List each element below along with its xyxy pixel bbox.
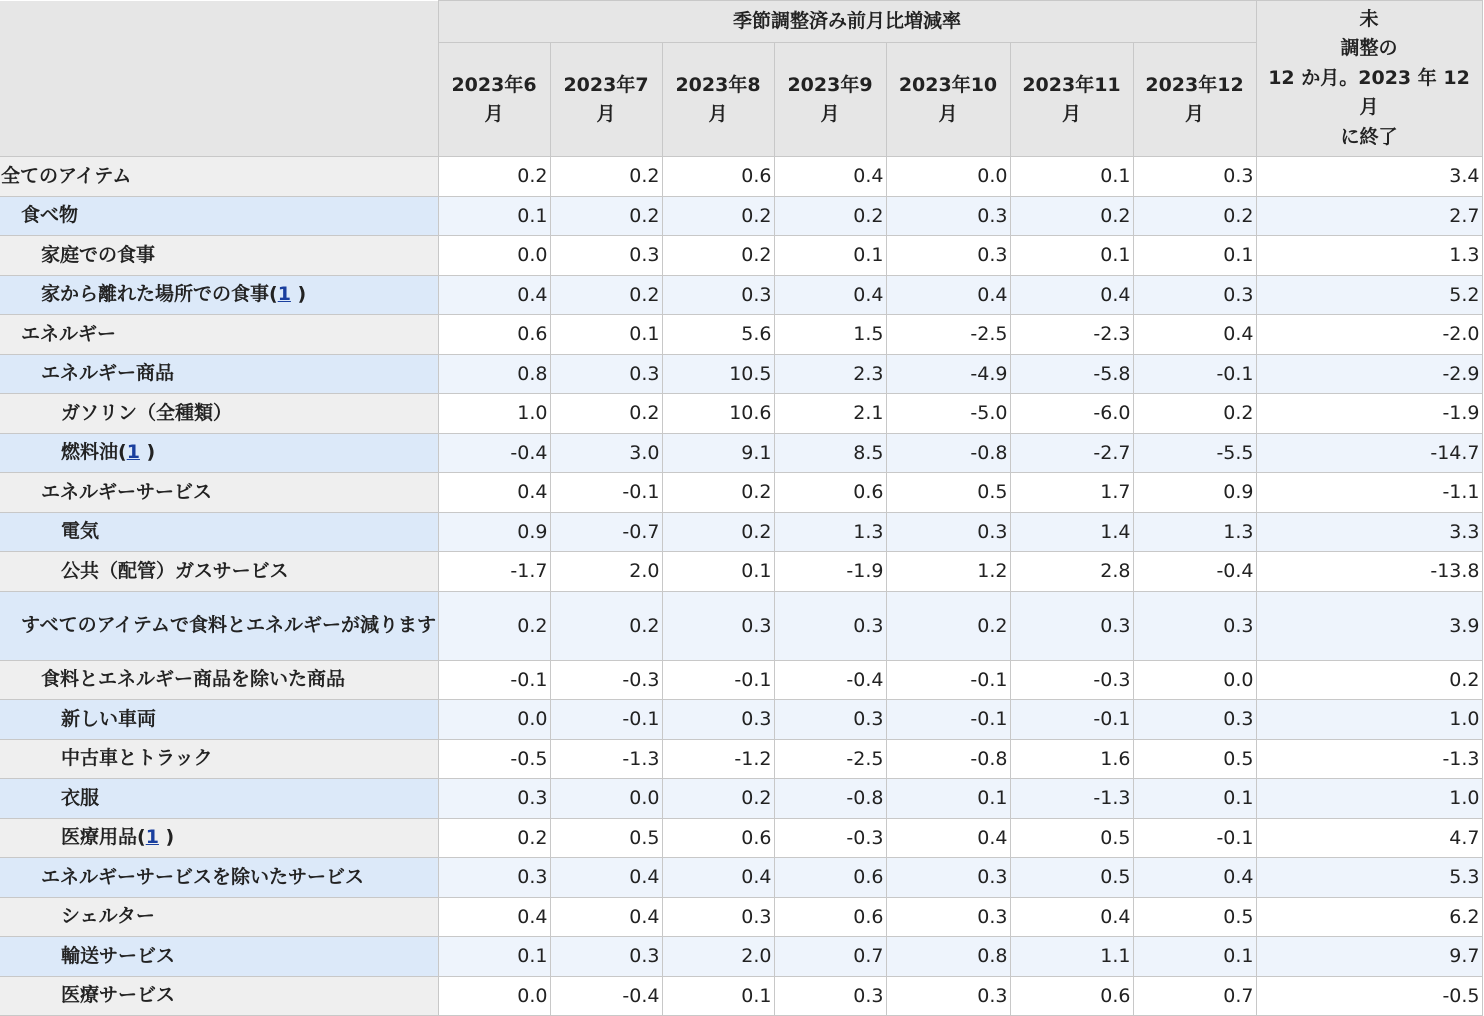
monthly-change-cell: -4.9 — [886, 354, 1010, 394]
monthly-change-cell: 0.3 — [886, 858, 1010, 898]
monthly-change-cell: 1.6 — [1010, 739, 1133, 779]
row-label-text: 医療用品 — [61, 826, 138, 849]
month-header-jul: 2023年7月 — [550, 43, 662, 157]
monthly-change-cell: 1.4 — [1010, 512, 1133, 552]
monthly-change-cell: 0.0 — [438, 236, 550, 276]
monthly-change-cell: 0.8 — [438, 354, 550, 394]
unadjusted-12-month-cell: -14.7 — [1256, 433, 1482, 473]
monthly-change-cell: -5.0 — [886, 394, 1010, 434]
row-label-text: 新しい車両 — [61, 707, 157, 730]
monthly-change-cell: 0.7 — [1133, 976, 1256, 1016]
monthly-change-cell: -5.5 — [1133, 433, 1256, 473]
unadjusted-12-month-cell: -1.9 — [1256, 394, 1482, 434]
unadjusted-12-month-cell: 4.7 — [1256, 818, 1482, 858]
unadjusted-12-month-cell: 3.3 — [1256, 512, 1482, 552]
row-label-text: 全てのアイテム — [1, 164, 132, 187]
row-label — [0, 473, 438, 513]
row-label-text: エネルギー — [21, 322, 117, 345]
monthly-change-cell: 3.0 — [550, 433, 662, 473]
monthly-change-cell: 0.2 — [550, 196, 662, 236]
unadjusted-12-month-cell: -0.5 — [1256, 976, 1482, 1016]
monthly-change-cell: 0.3 — [774, 591, 886, 660]
monthly-change-cell: 0.3 — [550, 937, 662, 977]
monthly-change-cell: 0.3 — [1133, 700, 1256, 740]
monthly-change-cell: 0.1 — [438, 937, 550, 977]
monthly-change-cell: 0.2 — [886, 591, 1010, 660]
month-header-nov: 2023年11月 — [1010, 43, 1133, 157]
unadjusted-12-month-cell: 1.3 — [1256, 236, 1482, 276]
row-label-text: 医療サービス — [61, 984, 176, 1007]
row-label-text: 衣服 — [61, 786, 100, 809]
monthly-change-cell: -0.4 — [1133, 552, 1256, 592]
monthly-change-cell: 0.1 — [1010, 236, 1133, 276]
monthly-change-cell: 0.4 — [1133, 315, 1256, 355]
unadjusted-12-month-cell: 9.7 — [1256, 937, 1482, 977]
monthly-change-cell: 0.1 — [550, 315, 662, 355]
unadjusted-header-line: 未 — [1359, 7, 1379, 30]
table-row — [0, 433, 1482, 473]
monthly-change-cell: 0.2 — [550, 394, 662, 434]
monthly-change-cell: 0.1 — [1133, 779, 1256, 819]
monthly-change-cell: 0.3 — [1010, 591, 1133, 660]
monthly-change-cell: -0.1 — [1010, 700, 1133, 740]
monthly-change-cell: 1.5 — [774, 315, 886, 355]
monthly-change-cell: 0.3 — [1133, 157, 1256, 197]
monthly-change-cell: -0.8 — [886, 433, 1010, 473]
row-label — [0, 591, 438, 660]
monthly-change-cell: 0.3 — [886, 512, 1010, 552]
table-row — [0, 739, 1482, 779]
unadjusted-12-month-cell: 2.7 — [1256, 196, 1482, 236]
monthly-change-cell: 0.1 — [1133, 236, 1256, 276]
monthly-change-cell: 0.3 — [886, 236, 1010, 276]
unadjusted-12-month-cell: -1.1 — [1256, 473, 1482, 513]
row-label — [0, 858, 438, 898]
monthly-change-cell: 0.9 — [438, 512, 550, 552]
monthly-change-cell: 0.1 — [438, 196, 550, 236]
monthly-change-cell: 0.2 — [550, 591, 662, 660]
monthly-change-cell: 8.5 — [774, 433, 886, 473]
monthly-change-cell: -0.3 — [774, 818, 886, 858]
monthly-change-cell: 0.3 — [662, 700, 774, 740]
monthly-change-cell: 0.5 — [1133, 739, 1256, 779]
monthly-change-cell: 0.2 — [774, 196, 886, 236]
monthly-change-cell: 0.2 — [1010, 196, 1133, 236]
row-label-text: 公共（配管）ガスサービス — [61, 559, 289, 582]
monthly-change-cell: -1.7 — [438, 552, 550, 592]
monthly-change-cell: 0.2 — [1133, 394, 1256, 434]
unadjusted-12-month-cell: 5.3 — [1256, 858, 1482, 898]
table-row — [0, 157, 1482, 197]
monthly-change-cell: 0.4 — [774, 275, 886, 315]
table-row — [0, 552, 1482, 592]
monthly-change-cell: -0.3 — [550, 660, 662, 700]
monthly-change-cell: 0.3 — [438, 779, 550, 819]
monthly-change-cell: 1.7 — [1010, 473, 1133, 513]
table-row — [0, 315, 1482, 355]
monthly-change-cell: 0.3 — [662, 275, 774, 315]
monthly-change-cell: -2.7 — [1010, 433, 1133, 473]
monthly-change-cell: -0.1 — [886, 700, 1010, 740]
row-label-text: 輸送サービス — [61, 944, 176, 967]
table-row — [0, 937, 1482, 977]
monthly-change-cell: 0.2 — [662, 512, 774, 552]
row-label-text: エネルギー商品 — [41, 362, 175, 385]
monthly-change-cell: 0.1 — [886, 779, 1010, 819]
table-row — [0, 591, 1482, 660]
monthly-change-cell: 0.4 — [1010, 275, 1133, 315]
monthly-change-cell: 0.3 — [438, 858, 550, 898]
unadjusted-header-line: に終了 — [1340, 125, 1398, 148]
monthly-change-cell: 0.0 — [886, 157, 1010, 197]
monthly-change-cell: 0.4 — [886, 275, 1010, 315]
table-row — [0, 394, 1482, 434]
table-row — [0, 818, 1482, 858]
monthly-change-cell: 0.2 — [662, 473, 774, 513]
monthly-change-cell: -2.5 — [774, 739, 886, 779]
monthly-change-cell: 0.6 — [774, 858, 886, 898]
unadjusted-header-line: 月 — [1359, 96, 1379, 119]
monthly-change-cell: -0.7 — [550, 512, 662, 552]
row-label-text: 食料とエネルギー商品を除いた商品 — [41, 668, 346, 691]
monthly-change-cell: -0.4 — [550, 976, 662, 1016]
monthly-change-cell: 0.2 — [550, 275, 662, 315]
table-row — [0, 236, 1482, 276]
row-label — [0, 196, 438, 236]
unadjusted-12-month-cell: -1.3 — [1256, 739, 1482, 779]
monthly-change-cell: -6.0 — [1010, 394, 1133, 434]
monthly-change-cell: 0.5 — [550, 818, 662, 858]
monthly-change-cell: 0.1 — [774, 236, 886, 276]
monthly-change-cell: 0.1 — [662, 552, 774, 592]
monthly-change-cell: 0.4 — [662, 858, 774, 898]
monthly-change-cell: 0.3 — [550, 236, 662, 276]
monthly-change-cell: 0.3 — [886, 897, 1010, 937]
monthly-change-cell: 10.5 — [662, 354, 774, 394]
monthly-change-cell: -0.1 — [1133, 354, 1256, 394]
monthly-change-cell: 0.4 — [1010, 897, 1133, 937]
row-label — [0, 976, 438, 1016]
monthly-change-cell: -1.2 — [662, 739, 774, 779]
monthly-change-cell: 0.2 — [662, 196, 774, 236]
unadjusted-12-month-header — [1256, 1, 1482, 157]
row-label — [0, 157, 438, 197]
row-label: 医療用品(1 ) — [0, 818, 438, 858]
monthly-change-cell: -0.1 — [438, 660, 550, 700]
monthly-change-cell: 5.6 — [662, 315, 774, 355]
monthly-change-cell: 0.3 — [662, 591, 774, 660]
month-header-jun: 2023年6月 — [438, 43, 550, 157]
row-label: 家から離れた場所での食事(1 ) — [0, 275, 438, 315]
monthly-change-cell: 0.6 — [774, 897, 886, 937]
monthly-change-cell: 9.1 — [662, 433, 774, 473]
monthly-change-cell: -0.3 — [1010, 660, 1133, 700]
monthly-change-cell: -0.1 — [1133, 818, 1256, 858]
table-row — [0, 976, 1482, 1016]
monthly-change-cell: 0.5 — [1010, 818, 1133, 858]
table-row — [0, 275, 1482, 315]
monthly-change-cell: 0.3 — [1133, 591, 1256, 660]
unadjusted-12-month-cell: -2.0 — [1256, 315, 1482, 355]
month-header-sep: 2023年9月 — [774, 43, 886, 157]
table-row — [0, 700, 1482, 740]
monthly-change-cell: 0.2 — [550, 157, 662, 197]
unadjusted-12-month-cell: 0.2 — [1256, 660, 1482, 700]
monthly-change-cell: 0.3 — [774, 976, 886, 1016]
monthly-change-cell: 0.4 — [438, 473, 550, 513]
monthly-change-cell: 0.2 — [662, 779, 774, 819]
monthly-change-cell: 0.6 — [662, 157, 774, 197]
table-row — [0, 897, 1482, 937]
monthly-change-cell: 0.6 — [774, 473, 886, 513]
unadjusted-12-month-cell: 6.2 — [1256, 897, 1482, 937]
monthly-change-cell: 0.3 — [886, 196, 1010, 236]
table-row — [0, 660, 1482, 700]
monthly-change-cell: 1.1 — [1010, 937, 1133, 977]
row-label-text: すべてのアイテムで食料とエネルギーが減ります — [21, 614, 436, 636]
footnote-link[interactable]: 1 — [277, 283, 291, 306]
month-header-oct: 2023年10月 — [886, 43, 1010, 157]
unadjusted-header-line: 調整の — [1340, 37, 1398, 60]
row-label-text: エネルギーサービスを除いたサービス — [41, 865, 365, 888]
monthly-change-cell: -0.4 — [438, 433, 550, 473]
monthly-change-cell: 0.4 — [438, 275, 550, 315]
monthly-change-cell: 0.3 — [774, 700, 886, 740]
monthly-change-cell: 2.0 — [550, 552, 662, 592]
monthly-change-cell: 0.3 — [1133, 275, 1256, 315]
month-header-aug: 2023年8月 — [662, 43, 774, 157]
monthly-change-cell: -2.3 — [1010, 315, 1133, 355]
row-label — [0, 512, 438, 552]
row-label — [0, 937, 438, 977]
monthly-change-cell: -2.5 — [886, 315, 1010, 355]
footnote-link[interactable]: 1 — [126, 441, 140, 464]
monthly-change-cell: 0.4 — [886, 818, 1010, 858]
monthly-change-cell: -0.8 — [886, 739, 1010, 779]
table-row — [0, 779, 1482, 819]
monthly-change-cell: 0.4 — [774, 157, 886, 197]
row-label-text: 家庭での食事 — [41, 243, 156, 266]
row-label — [0, 779, 438, 819]
table-row — [0, 858, 1482, 898]
monthly-change-cell: 0.0 — [438, 976, 550, 1016]
monthly-change-cell: 0.6 — [662, 818, 774, 858]
monthly-change-cell: 10.6 — [662, 394, 774, 434]
row-label — [0, 394, 438, 434]
month-header-dec: 2023年12月 — [1133, 43, 1256, 157]
seasonally-adjusted-group-header: 季節調整済み前月比増減率 — [438, 1, 1256, 43]
row-label-text: 燃料油 — [61, 441, 119, 464]
table-row — [0, 196, 1482, 236]
row-label — [0, 660, 438, 700]
unadjusted-12-month-cell: 3.4 — [1256, 157, 1482, 197]
monthly-change-cell: -0.4 — [774, 660, 886, 700]
monthly-change-cell: 0.0 — [1133, 660, 1256, 700]
monthly-change-cell: -0.8 — [774, 779, 886, 819]
row-label-text: 家から離れた場所での食事 — [41, 283, 270, 306]
row-label — [0, 236, 438, 276]
monthly-change-cell: 0.7 — [774, 937, 886, 977]
footnote-link[interactable]: 1 — [145, 826, 159, 849]
row-label-text: 電気 — [61, 520, 100, 543]
row-label — [0, 700, 438, 740]
row-label-text: エネルギーサービス — [41, 480, 213, 503]
table-corner-header — [0, 1, 438, 157]
monthly-change-cell: 0.0 — [438, 700, 550, 740]
monthly-change-cell: 0.5 — [1010, 858, 1133, 898]
unadjusted-12-month-cell: -13.8 — [1256, 552, 1482, 592]
monthly-change-cell: 0.3 — [886, 976, 1010, 1016]
monthly-change-cell: 2.0 — [662, 937, 774, 977]
monthly-change-cell: 0.2 — [438, 591, 550, 660]
monthly-change-cell: 1.0 — [438, 394, 550, 434]
row-label-text: ガソリン（全種類） — [61, 401, 233, 424]
monthly-change-cell: 2.8 — [1010, 552, 1133, 592]
monthly-change-cell: -0.5 — [438, 739, 550, 779]
row-label — [0, 354, 438, 394]
row-label-text: シェルター — [61, 905, 155, 928]
monthly-change-cell: 1.3 — [774, 512, 886, 552]
monthly-change-cell: 0.4 — [550, 858, 662, 898]
monthly-change-cell: 0.1 — [1133, 937, 1256, 977]
unadjusted-12-month-cell: -2.9 — [1256, 354, 1482, 394]
monthly-change-cell: 0.4 — [550, 897, 662, 937]
monthly-change-cell: -0.1 — [550, 473, 662, 513]
table-row — [0, 512, 1482, 552]
monthly-change-cell: 0.2 — [438, 818, 550, 858]
unadjusted-12-month-cell: 1.0 — [1256, 779, 1482, 819]
monthly-change-cell: 0.3 — [550, 354, 662, 394]
unadjusted-12-month-cell: 1.0 — [1256, 700, 1482, 740]
monthly-change-cell: -1.3 — [1010, 779, 1133, 819]
monthly-change-cell: 1.3 — [1133, 512, 1256, 552]
monthly-change-cell: 0.1 — [662, 976, 774, 1016]
row-label — [0, 739, 438, 779]
monthly-change-cell: 0.2 — [438, 157, 550, 197]
monthly-change-cell: 0.2 — [662, 236, 774, 276]
monthly-change-cell: 0.1 — [1010, 157, 1133, 197]
monthly-change-cell: 0.5 — [886, 473, 1010, 513]
monthly-change-cell: 0.3 — [662, 897, 774, 937]
row-label-text: 食べ物 — [21, 204, 79, 227]
monthly-change-cell: 0.5 — [1133, 897, 1256, 937]
table-row — [0, 473, 1482, 513]
table-row — [0, 354, 1482, 394]
row-label-text: 中古車とトラック — [61, 747, 213, 770]
monthly-change-cell: -0.1 — [662, 660, 774, 700]
row-label: 燃料油(1 ) — [0, 433, 438, 473]
row-label — [0, 897, 438, 937]
monthly-change-cell: 0.2 — [1133, 196, 1256, 236]
monthly-change-cell: 0.8 — [886, 937, 1010, 977]
monthly-change-cell: -5.8 — [1010, 354, 1133, 394]
monthly-change-cell: -1.9 — [774, 552, 886, 592]
row-label — [0, 315, 438, 355]
monthly-change-cell: 0.6 — [438, 315, 550, 355]
monthly-change-cell: -1.3 — [550, 739, 662, 779]
monthly-change-cell: 0.4 — [438, 897, 550, 937]
monthly-change-cell: 0.9 — [1133, 473, 1256, 513]
unadjusted-header-line: 12 か月。2023 年 12 — [1268, 66, 1470, 89]
row-label — [0, 552, 438, 592]
monthly-change-cell: 1.2 — [886, 552, 1010, 592]
monthly-change-cell: 0.0 — [550, 779, 662, 819]
monthly-change-cell: 2.1 — [774, 394, 886, 434]
unadjusted-12-month-cell: 5.2 — [1256, 275, 1482, 315]
unadjusted-12-month-cell: 3.9 — [1256, 591, 1482, 660]
monthly-change-cell: 0.6 — [1010, 976, 1133, 1016]
monthly-change-cell: -0.1 — [886, 660, 1010, 700]
monthly-change-cell: 0.4 — [1133, 858, 1256, 898]
monthly-change-cell: -0.1 — [550, 700, 662, 740]
monthly-change-cell: 2.3 — [774, 354, 886, 394]
